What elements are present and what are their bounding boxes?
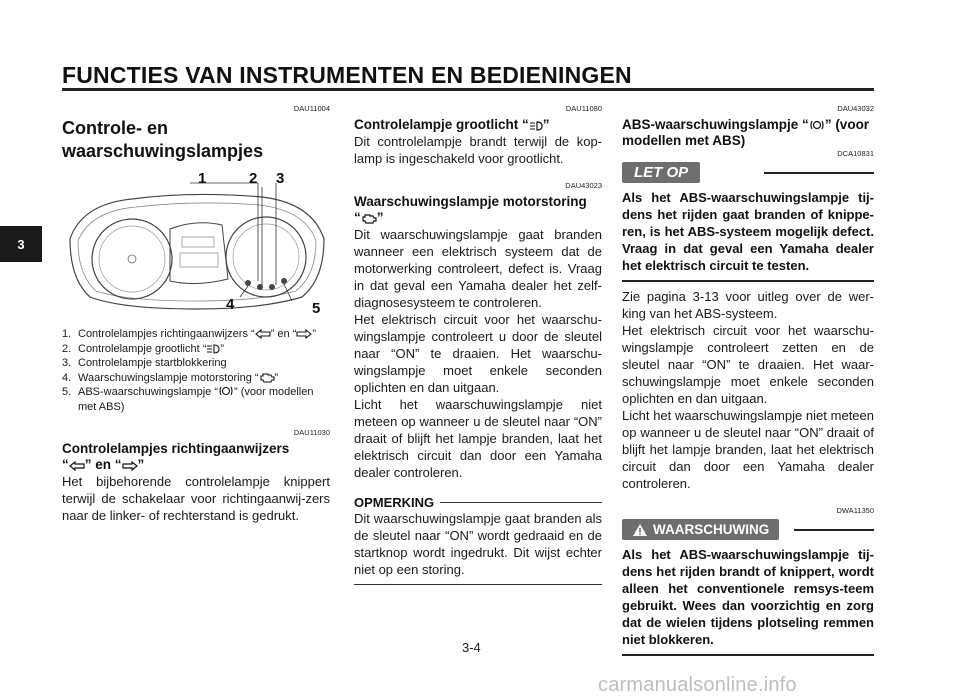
abs-icon (809, 119, 825, 131)
doc-code: DAU43023 (565, 181, 602, 190)
engine-icon (259, 372, 275, 383)
column-1 (62, 104, 330, 524)
note-body: Dit waarschuwingslampje gaat branden als de sleutel naar “ON” wordt gedraaid en de startknop wordt ingedrukt. Dit wijst echter niet op een storing. (354, 511, 602, 577)
callout-4: 4 (226, 296, 235, 313)
abs-body-1: Zie pagina 3-13 voor uitleg over de wer-king van het ABS-systeem. (622, 289, 874, 321)
column-2 (354, 104, 602, 585)
legend-item: 2. Controlelampje grootlicht “ ” (62, 342, 225, 355)
note-label: OPMERKING (354, 495, 435, 510)
caution-rule (764, 172, 874, 174)
caution-badge: LET OP (622, 162, 700, 183)
legend-item: 1. Controlelampjes richtingaanwijzers “ ” en “ ” (62, 328, 317, 340)
turn-signal-body: Het bijbehorende controlelampje knippert terwijl de schakelaar voor richtingaanwij-zers naar de linker- of rechterstand is gedrukt. (62, 474, 330, 523)
page-number: 3-4 (462, 640, 481, 655)
high-beam-icon (529, 121, 543, 131)
figure-legend (62, 327, 330, 414)
caution-header (622, 162, 874, 183)
callout-3: 3 (276, 170, 285, 187)
column-3 (622, 104, 874, 662)
warning-badge: WAARSCHUWING (622, 519, 779, 540)
section-title-engine-trouble: Waarschuwingslampje motorstoring “ ” (354, 194, 587, 225)
watermark: carmanualsonline.info (598, 674, 797, 696)
caution-bottom-rule (622, 280, 874, 282)
section-title-indicator-lights: Controle- en waarschuwingslampjes (62, 118, 264, 161)
high-beam-body: Dit controlelampje brandt terwijl de kop-lamp is ingeschakeld voor grootlicht. (354, 134, 602, 166)
note-rule (440, 502, 602, 503)
callout-5: 5 (312, 300, 321, 317)
abs-body-2: Het elektrisch circuit voor het waarschu-wingslampje controleert zetten en de sleutel naar “ON” te draaien. Het waar-schuwingslampje moet enkele seconden oplichten en dan uitgaan. (622, 323, 874, 406)
legend-item: 4. Waarschuwingslampje motorstoring “ ” (62, 371, 279, 384)
callout-2: 2 (249, 170, 258, 187)
warning-text: Als het ABS-waarschuwingslampje tij-dens het rijden brandt of knippert, wordt alleen het conventionele remsys-teem gebruikt. Wees dan voorzichtig en zorg dat de wielen tijdens plotseling remmen niet blokkeren. (622, 547, 874, 647)
high-beam-icon (206, 344, 220, 354)
note-bottom-rule (354, 584, 602, 585)
warning-rule (794, 529, 874, 531)
warning-header (622, 519, 874, 540)
right-arrow-icon (296, 329, 312, 339)
section-title-turn-signals: Controlelampjes richtingaanwijzers “ ” en “ ” (62, 441, 290, 472)
section-title-abs: ABS-waarschuwingslampje “ ” (voor modellen met ABS) (622, 117, 870, 148)
instrument-cluster-figure (62, 169, 330, 319)
doc-code: DAU43032 (837, 104, 874, 113)
warning-bottom-rule (622, 654, 874, 656)
doc-code: DCA10831 (837, 149, 874, 158)
left-arrow-icon (255, 329, 271, 339)
caution-text: Als het ABS-waarschuwingslampje tij-dens het rijden gaat branden of knippe-ren, is het ABS-systeem mogelijk defect. Vraag in dat geval een Yamaha dealer het elektrisch circuit te testen. (622, 190, 874, 273)
page-title: FUNCTIES VAN INSTRUMENTEN EN BEDIENINGEN (62, 62, 632, 88)
header-rule (62, 88, 874, 91)
engine-body-1: Dit waarschuwingslampje gaat branden wanneer een elektrisch systeem dat de motorwerking controleert, defect is. Vraag in dat geval een Yamaha dealer het zelf-diagnosesysteem te controleren. (354, 227, 602, 310)
left-arrow-icon (69, 461, 85, 471)
chapter-tab: 3 (0, 226, 42, 262)
engine-icon (361, 213, 377, 224)
doc-code: DWA11350 (836, 506, 874, 515)
doc-code: DAU11030 (293, 428, 330, 437)
abs-body-3: Licht het waarschuwingslampje niet meteen op wanneer u de sleutel naar “ON” draait of blijft het lampje branden, laat het elektrisch circuit dan door een Yamaha dealer controleren. (622, 408, 874, 491)
section-title-high-beam: Controlelampje grootlicht “ ” (354, 117, 550, 132)
engine-body-2: Het elektrisch circuit voor het waarschu-wingslampje controleert u door de sleutel naar “ON” te draaien. Het waarschu-wingslampje moet enkele seconden oplichten en dan uitgaan. (354, 312, 602, 395)
instrument-cluster-drawing (62, 169, 330, 319)
right-arrow-icon (122, 461, 138, 471)
engine-body-3: Licht het waarschuwingslampje niet meteen op wanneer u de sleutel naar “ON” draait of blijft het lampje branden, laat het elektrisch circuit dan door een Yamaha dealer controleren. (354, 397, 602, 480)
doc-code: DAU11080 (565, 104, 602, 113)
doc-code: DAU11004 (293, 104, 330, 113)
callout-1: 1 (198, 170, 207, 187)
warning-triangle-icon (632, 523, 648, 537)
legend-item: 5. ABS-waarschuwingslampje “ ” (voor modellen met ABS) (62, 386, 314, 413)
legend-item: 3. Controlelampje startblokkering (62, 357, 227, 369)
note-header (354, 495, 602, 510)
abs-icon (218, 385, 234, 397)
